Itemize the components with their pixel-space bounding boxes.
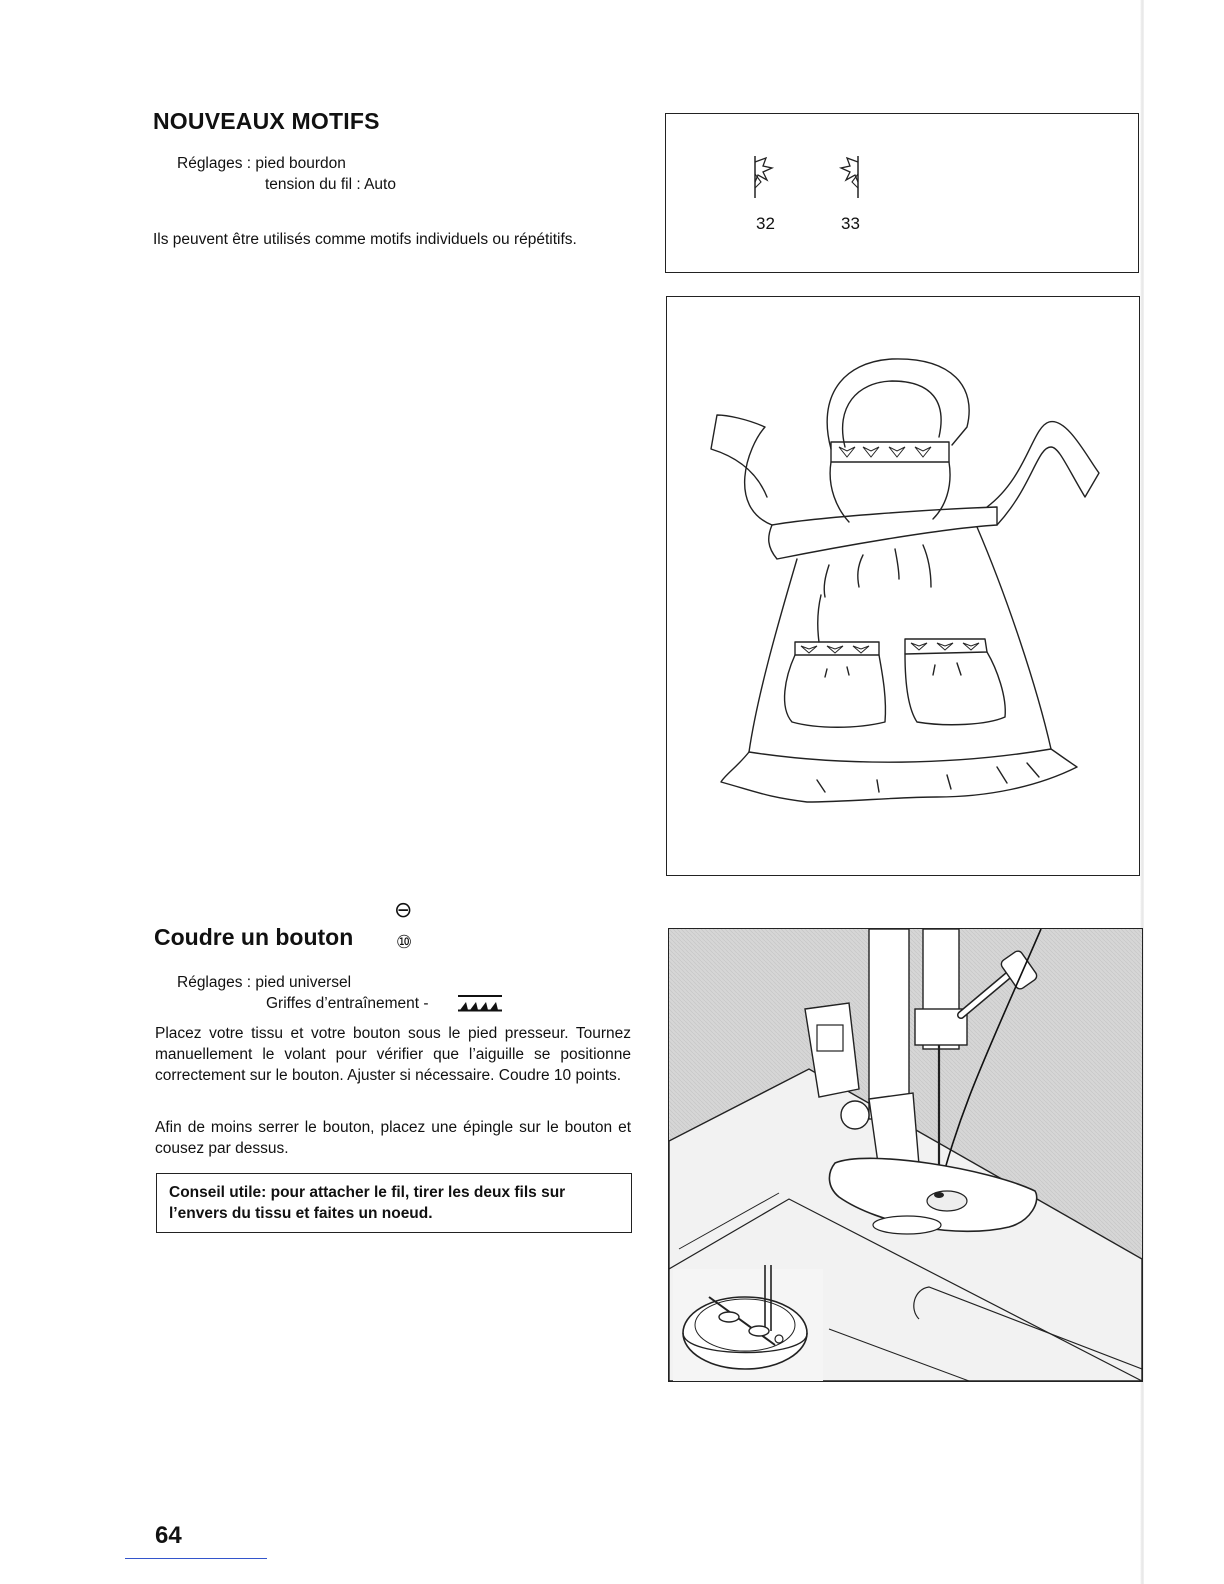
button-sewing-illustration-panel (668, 928, 1143, 1382)
motif-number: 32 (756, 214, 775, 233)
sewing-foot-illustration (669, 929, 1142, 1381)
apron-illustration (667, 297, 1139, 875)
motifs-description: Ils peuvent être utilisés comme motifs individuels ou répétitifs. (153, 231, 577, 248)
settings-thread-tension: tension du fil : Auto (265, 176, 396, 193)
settings-feed-dogs: Griffes d’entraînement - (266, 995, 429, 1012)
motif-number: 33 (841, 214, 860, 233)
instructions-paragraph: Placez votre tissu et votre bouton sous le pied presseur. Tournez manuellement le volant pour vérifier que l’aiguille se positionne correctement sur le bouton. Ajuster si nécessaire. Coudre 10 points. (155, 1025, 631, 1084)
stitch-width-symbol: ⊖ (394, 897, 413, 922)
section-title-sew-button: Coudre un bouton (154, 924, 354, 950)
feed-dogs-down-icon (456, 994, 504, 1012)
page-number: 64 (155, 1522, 182, 1549)
motifs-panel (665, 113, 1139, 273)
settings-label: Réglages : pied bourdon (177, 155, 346, 172)
instructions-paragraph: Afin de moins serrer le bouton, placez une épingle sur le bouton et cousez par dessus. (155, 1119, 631, 1157)
settings-label: Réglages : pied universel (177, 974, 352, 991)
stitch-33-icon (828, 152, 868, 202)
tip-box: Conseil utile: pour attacher le fil, tirer les deux fils sur l’envers du tissu et faites un noeud. (156, 1173, 632, 1233)
stitch-number-symbol: ⑩ (396, 932, 413, 952)
footer-rule (125, 1558, 267, 1559)
section-title-new-motifs: NOUVEAUX MOTIFS (153, 108, 380, 134)
apron-illustration-panel (666, 296, 1140, 876)
stitch-32-icon (746, 152, 786, 202)
